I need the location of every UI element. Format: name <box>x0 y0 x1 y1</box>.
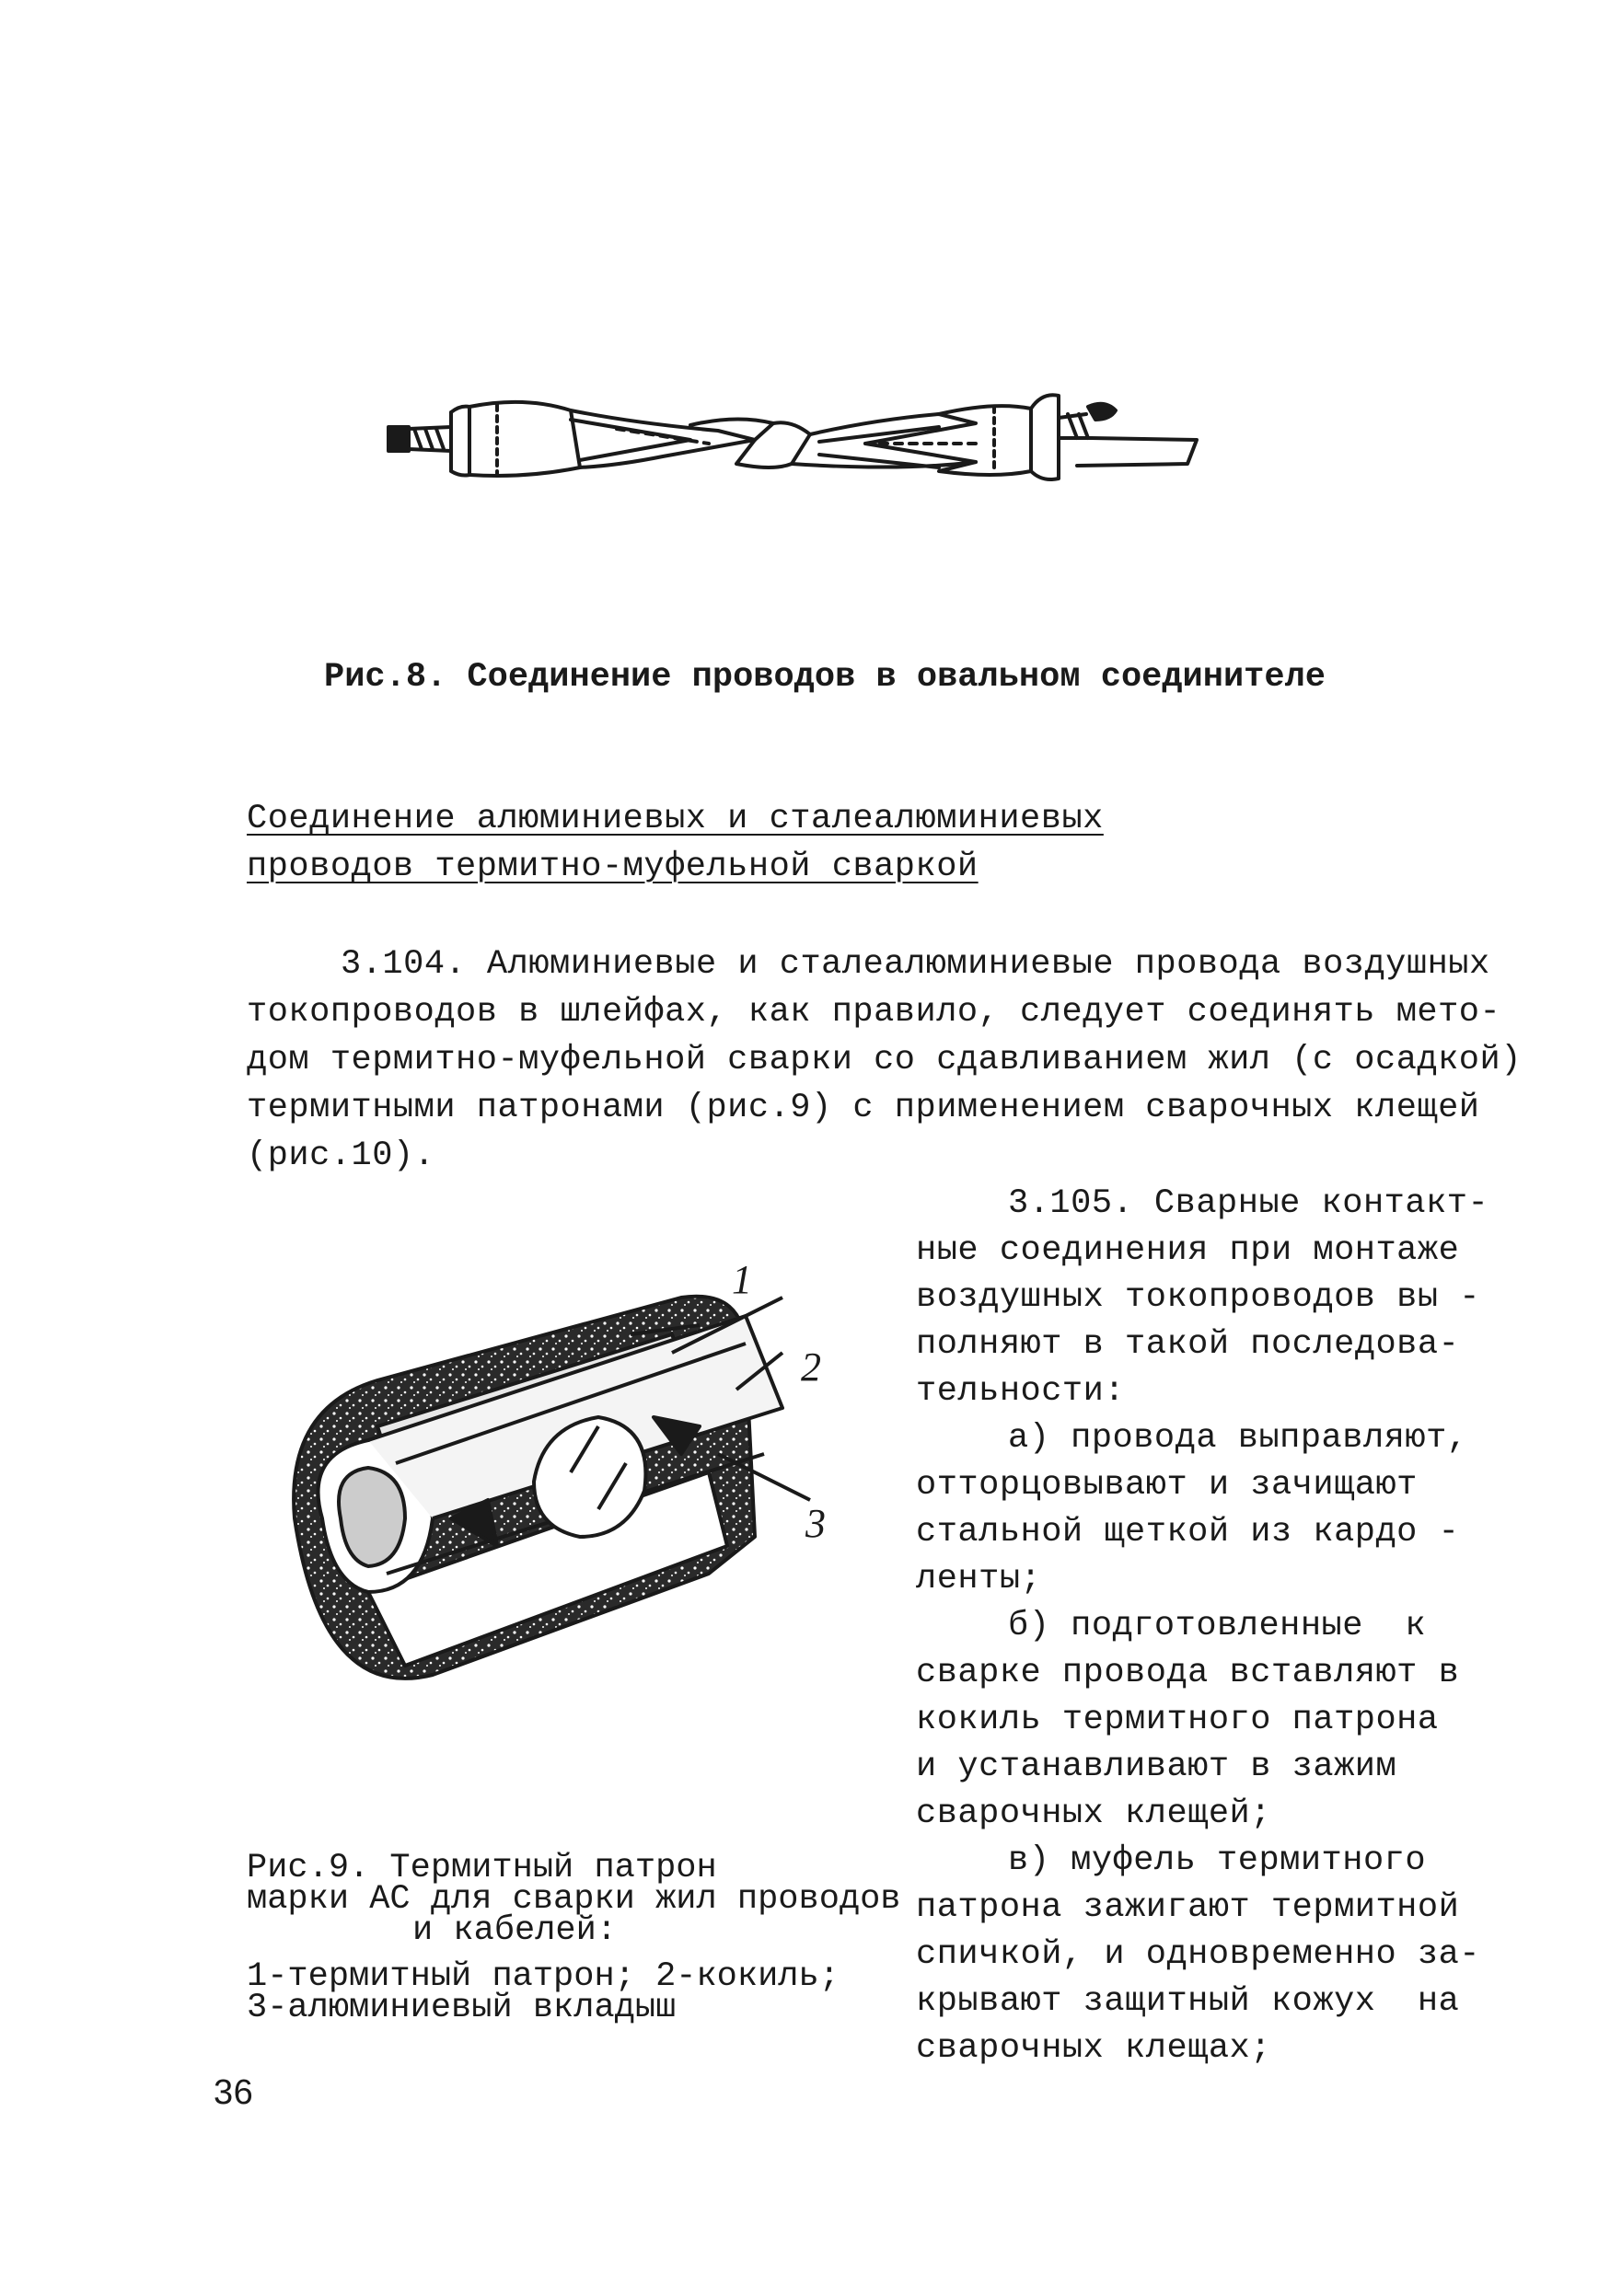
step-b-line-5: сварочных клещей; <box>916 1794 1271 1833</box>
para-3-104-line-2: токопроводов в шлейфах, как правило, следует соединять мето- <box>247 993 1501 1032</box>
step-c-line-4: крывают защитный кожух на <box>916 1982 1460 2021</box>
para-3-104-line-3: дом термитно-муфельной сварки со сдавливанием жил (с осадкой) <box>247 1041 1522 1079</box>
section-heading-line-1: Соединение алюминиевых и сталеалюминиевых <box>247 800 1104 838</box>
step-c-line-3: спичкой, и одновременно за- <box>916 1935 1480 1974</box>
para-3-105-line-4: полняют в такой последова- <box>916 1325 1460 1364</box>
step-a-line-1: а) провода выправляют, <box>1008 1419 1468 1458</box>
callout-label-1: 1 <box>732 1257 752 1302</box>
step-c-line-2: патрона зажигают термитной <box>916 1888 1460 1927</box>
step-a-line-4: ленты; <box>916 1560 1042 1598</box>
step-b-line-4: и устанавливают в зажим <box>916 1748 1397 1786</box>
figure-8-caption: Рис.8. Соединение проводов в овальном соединителе <box>324 658 1326 697</box>
step-c-line-5: сварочных клещах; <box>916 2029 1271 2068</box>
figure-9-thermite-cartridge-illustration <box>267 1242 874 1721</box>
para-3-104-line-5: (рис.10). <box>247 1136 435 1175</box>
figure-9-legend-line-1: 1-термитный патрон; 2-кокиль; <box>247 1957 840 1996</box>
para-3-104-line-4: термитными патронами (рис.9) с применением сварочных клещей <box>247 1089 1480 1127</box>
step-b-line-3: кокиль термитного патрона <box>916 1701 1439 1739</box>
step-a-line-3: стальной щеткой из кардо - <box>916 1513 1460 1552</box>
para-3-105-line-1: 3.105. Сварные контакт- <box>1008 1184 1489 1223</box>
para-3-105-line-2: ные соединения при монтаже <box>916 1231 1460 1270</box>
figure-9-caption-line-1: Рис.9. Термитный патрон <box>247 1849 717 1887</box>
step-a-line-2: отторцовывают и зачищают <box>916 1466 1418 1505</box>
step-b-line-2: сварке провода вставляют в <box>916 1654 1460 1692</box>
para-3-105-line-5: тельности: <box>916 1372 1126 1411</box>
figure-9-legend-line-2: 3-алюминиевый вкладыш <box>247 1989 677 2027</box>
figure-9-caption-line-3: и кабелей: <box>412 1911 618 1950</box>
para-3-104-line-1: 3.104. Алюминиевые и сталеалюминиевые провода воздушных <box>341 945 1490 984</box>
callout-label-2: 2 <box>801 1344 821 1390</box>
section-heading-line-2: проводов термитно-муфельной сваркой <box>247 848 979 886</box>
callout-label-3: 3 <box>805 1501 826 1546</box>
figure-8-oval-connector-illustration <box>387 387 1215 488</box>
step-c-line-1: в) муфель термитного <box>1008 1841 1427 1880</box>
page-number: 36 <box>214 2073 254 2112</box>
figure-9-caption-line-2: марки АС для сварки жил проводов <box>247 1880 901 1919</box>
para-3-105-line-3: воздушных токопроводов вы - <box>916 1278 1480 1317</box>
step-b-line-1: б) подготовленные к <box>1008 1607 1427 1645</box>
